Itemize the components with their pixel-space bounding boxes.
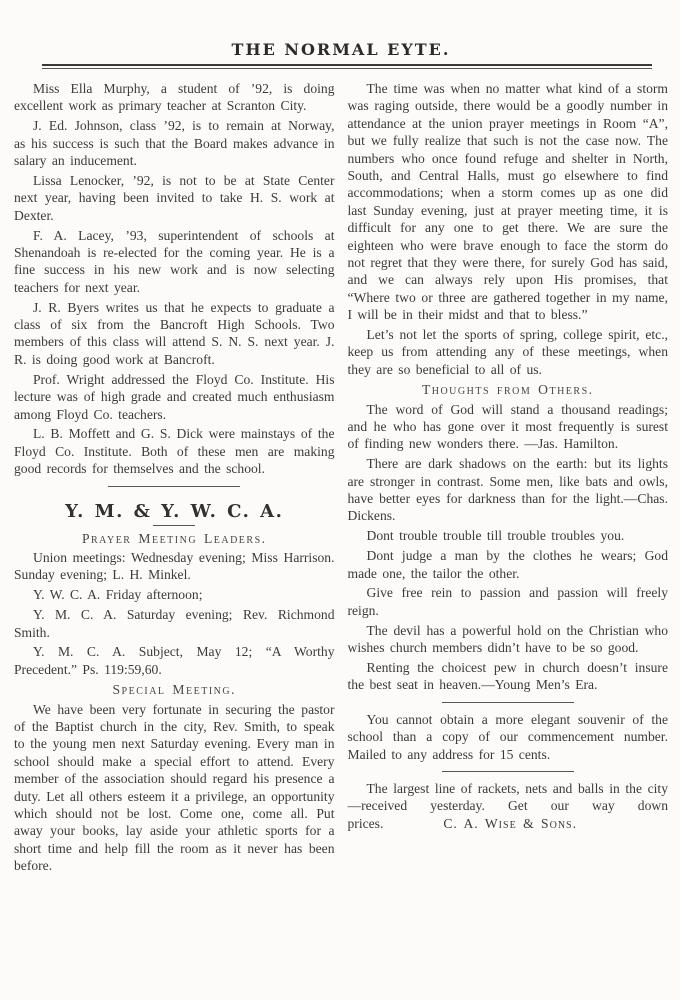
masthead-double-rule <box>42 64 652 69</box>
heading-underline-rule <box>153 525 195 526</box>
rackets-notice-text: The largest line of rackets, nets and balls in the city—received yesterday. Get our way down prices. <box>347 780 668 831</box>
news-paragraph-johnson: J. Ed. Johnson, class ’92, is to remain at Norway, as his success is such that the Board makes advance in salary an inducement. <box>14 118 335 169</box>
news-paragraph-moffett: L. B. Moffett and G. S. Dick were mainstays of the Floyd Co. Institute. Both of these men are making good records for themselves and the school. <box>14 426 335 477</box>
masthead <box>14 40 668 69</box>
right-column <box>348 80 669 877</box>
thought-paragraph-clothes: Dont judge a man by the clothes he wears; God made one, the tailor the other. <box>347 548 668 581</box>
special-meeting-subheading: Special Meeting. <box>112 682 237 698</box>
ymywca-section-heading: Y. M. & Y. W. C. A. <box>65 500 284 522</box>
news-paragraph-wright: Prof. Wright addressed the Floyd Co. Institute. His lecture was of high grade and created much enthusiasm among Floyd Co. teachers. <box>14 371 335 422</box>
news-paragraph-lenocker: Lissa Lenocker, ’92, is not to be at State Center next year, having been invited to take H. S. work at Dexter. <box>14 172 335 223</box>
thoughts-from-others-subheading: Thoughts from Others. <box>421 382 594 398</box>
news-paragraph-lacey: F. A. Lacey, ’93, superintendent of schools at Shenandoah is re-elected for the coming year. He is a fine success in his new work and is now selecting teachers for next year. <box>14 227 335 295</box>
publication-title: THE NORMAL EYTE. <box>231 40 451 59</box>
special-meeting-paragraph: We have been very fortunate in securing the pastor of the Baptist church in the city, Rev. Smith, to speak to the young men next Saturday evening. Every man in school should make a special effort to attend. Every member of the association should regard his presence a duty. Let all others esteem it a privilege, an opportunity which should not be lost. Come one, come all. Put away your books, lay aside your athletic sports for a short time and help fill the room as it never has been before. <box>14 701 335 874</box>
rackets-notice <box>348 780 669 832</box>
prayer-leaders-paragraph-ymca: Y. M. C. A. Saturday evening; Rev. Richmond Smith. <box>14 607 335 640</box>
news-paragraph-murphy: Miss Ella Murphy, a student of ’92, is doing excellent work as primary teacher at Scranton City. <box>14 81 335 114</box>
prayer-leaders-paragraph-subject: Y. M. C. A. Subject, May 12; “A Worthy Precedent.” Ps. 119:59,60. <box>14 644 335 677</box>
thought-paragraph-pew: Renting the choicest pew in church doesn’t insure the best seat in heaven.—Young Men’s Era. <box>347 660 668 693</box>
thought-paragraph-passion: Give free rein to passion and passion will freely reign. <box>347 585 668 618</box>
prayer-leaders-paragraph-ywca: Y. W. C. A. Friday afternoon; <box>33 587 203 603</box>
notice-divider-top <box>442 702 574 703</box>
section-divider <box>108 486 240 487</box>
thought-paragraph-devil: The devil has a powerful hold on the Christian who wishes church members didn’t have to be so good. <box>347 622 668 656</box>
notice-divider-bottom <box>442 771 574 772</box>
souvenir-notice: You cannot obtain a more elegant souvenir of the school than a copy of our commencement number. Mailed to any address for 15 cents. <box>347 711 668 762</box>
page-columns <box>14 80 668 877</box>
news-paragraph-byers: J. R. Byers writes us that he expects to graduate a class of six from the Bancroft High Schools. Two members of this class will attend S. N. S. next year. J. R. is doing good work at Bancroft. <box>14 299 335 367</box>
spring-sports-paragraph: Let’s not let the sports of spring, college spirit, etc., keep us from attending any of these meetings, when they are so beneficial to all of us. <box>347 326 668 377</box>
thought-paragraph-hamilton: The word of God will stand a thousand readings; and he who has gone over it most frequently is surest of finding new wonders there. —Jas. Hamilton. <box>347 401 668 452</box>
left-column <box>14 80 335 877</box>
thought-paragraph-trouble: Dont trouble trouble till trouble troubles you. <box>366 528 625 544</box>
prayer-meeting-leaders-subheading: Prayer Meeting Leaders. <box>81 530 267 546</box>
storm-prayer-meeting-paragraph: The time was when no matter what kind of a storm was raging outside, there would be a goodly number in attendance at the union prayer meetings in Room “A”, but we fully realize that such is not the case now. The numbers who once found refuge and shelter in North, South, and Central Halls, must go elsewhere to find accommodations; when a storm comes up as one did last Sunday evening, just at prayer meeting time, it is difficult for any one to get there. We are sure the eighteen who were brave enough to face the storm do not regret that they were there, for surely God has said, and we can always rely upon His promises, that “Where two or three are gathered together in my name, I will be in their midst and that to bless.” <box>347 81 668 323</box>
wise-and-sons-signature: C. A. Wise & Sons. <box>443 815 578 831</box>
thought-paragraph-dickens: There are dark shadows on the earth: but its lights are stronger in contrast. Some men, like bats and owls, have better eyes for darkness than for the light.—Chas. Dickens. <box>347 456 668 524</box>
prayer-leaders-paragraph-union: Union meetings: Wednesday evening; Miss Harrison. Sunday evening; L. H. Minkel. <box>14 550 335 583</box>
